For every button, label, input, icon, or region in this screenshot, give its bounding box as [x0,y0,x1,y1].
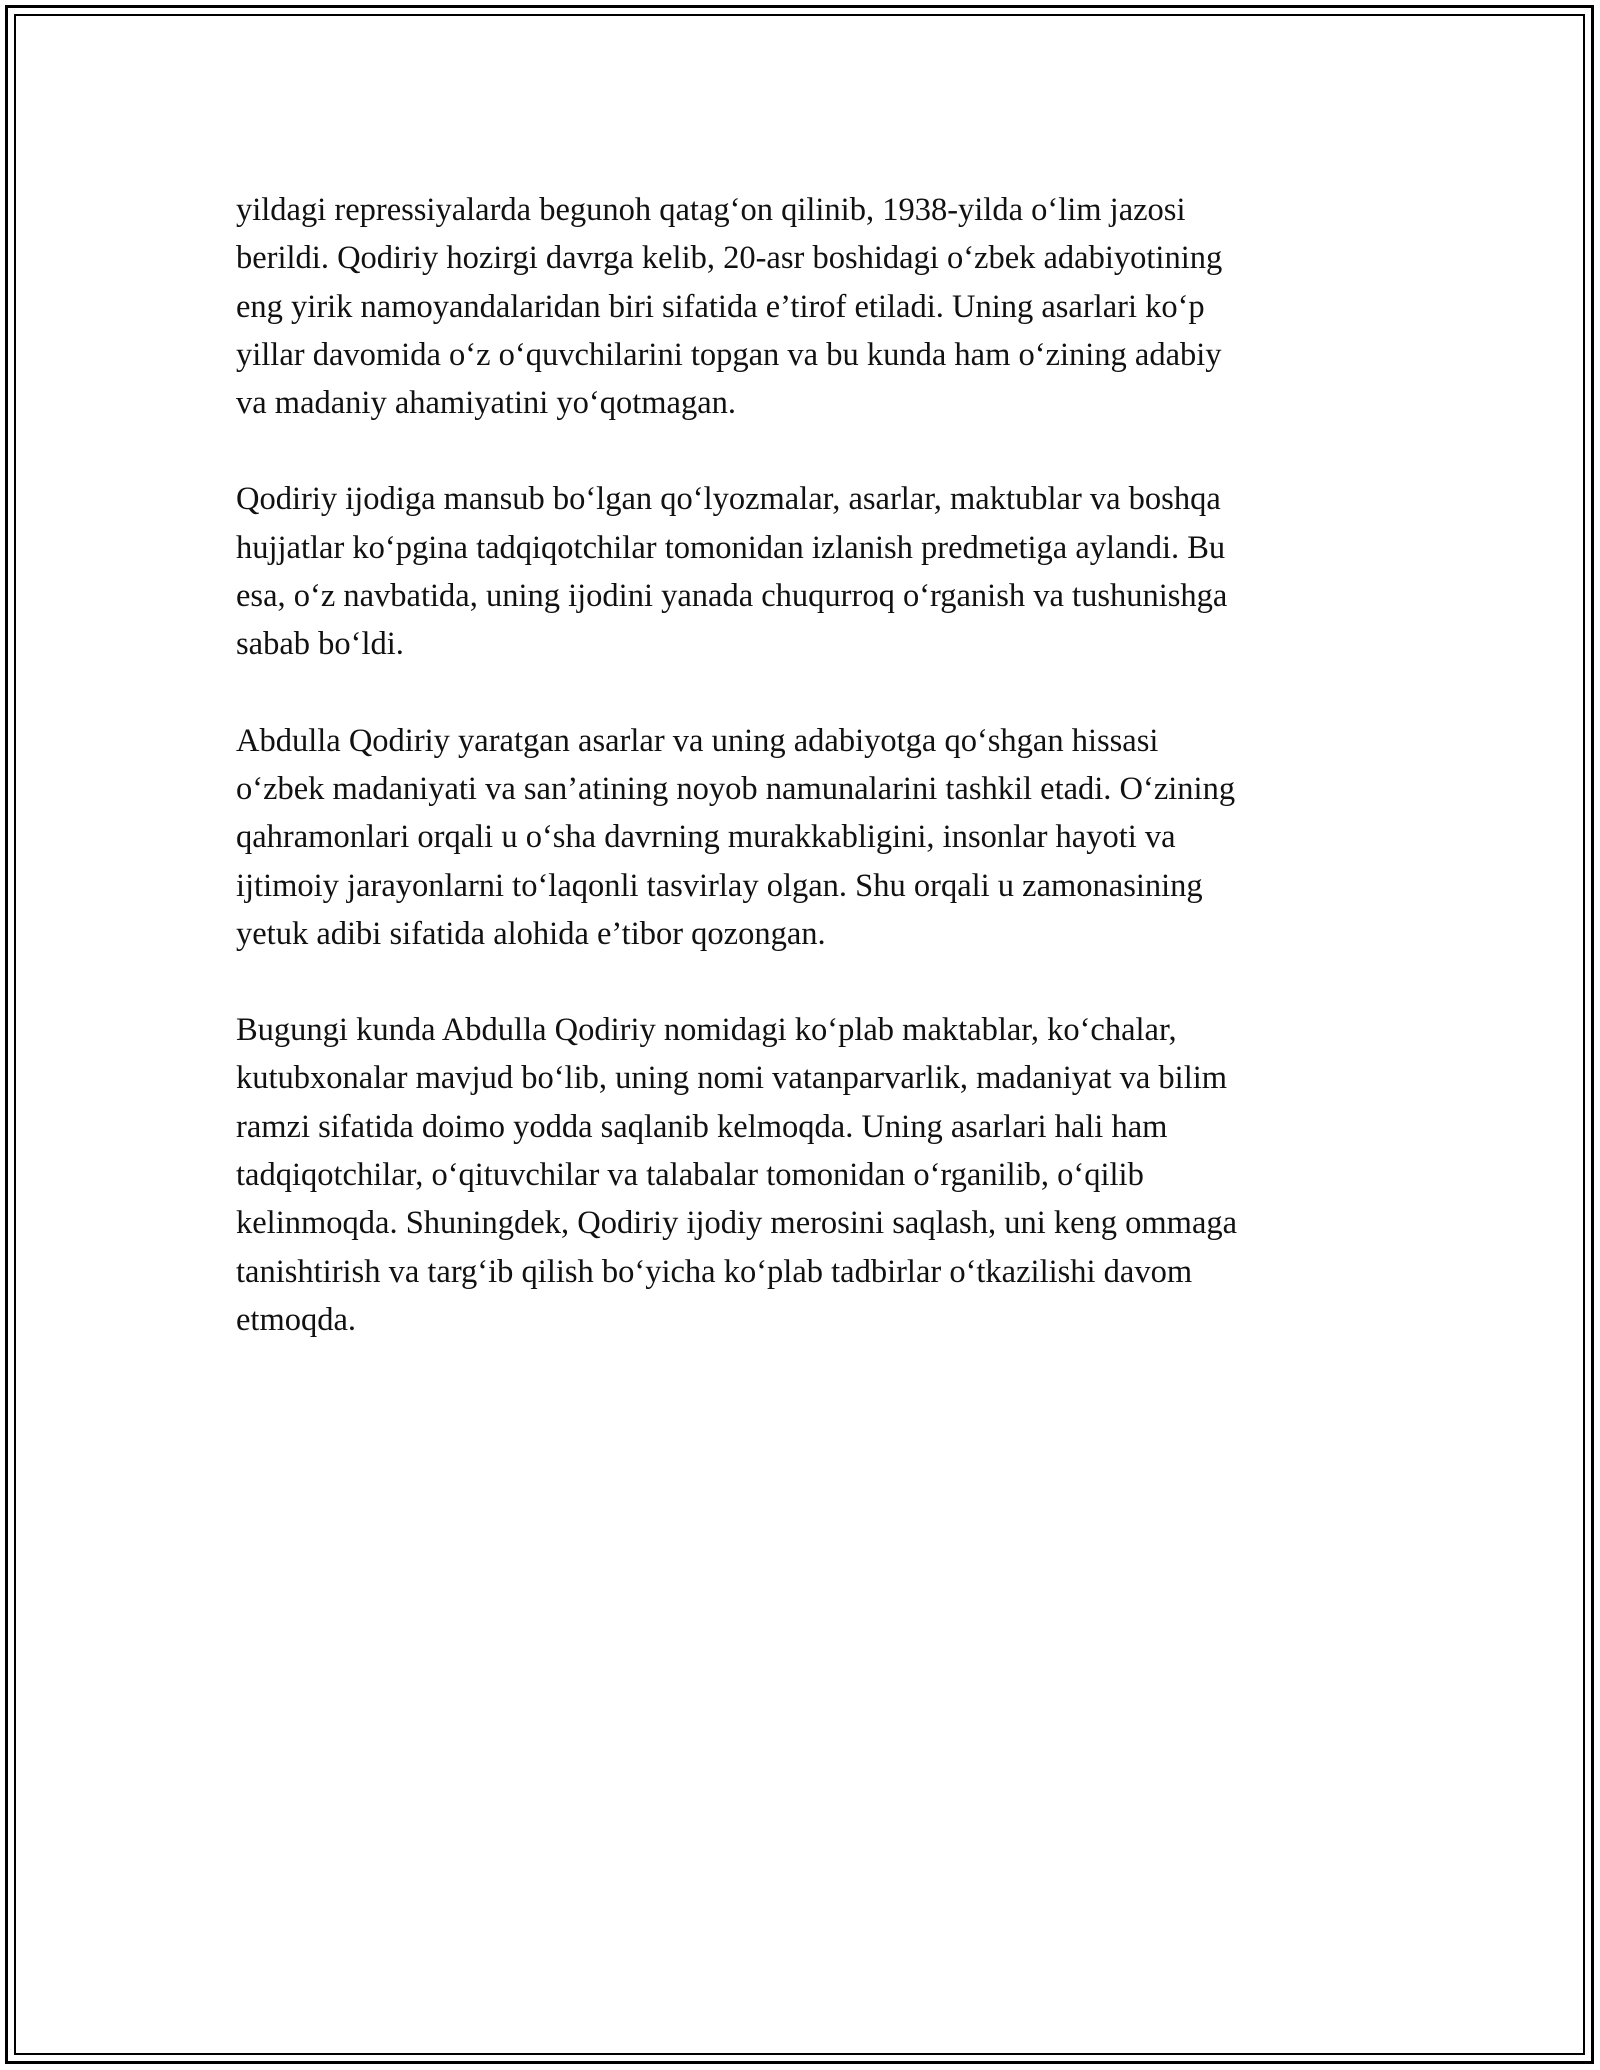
text-line: kelinmoqda. Shuningdek, Qodiriy ijodiy merosini saqlash, uni keng ommaga [236,1205,1238,1242]
text-line: yildagi repressiyalarda begunoh qatag‘on qilinib, 1938-yilda o‘lim jazosi [236,192,1186,228]
text-line: kutubxonalar mavjud bo‘lib, uning nomi vatanparvarlik, madaniyat va bilim [236,1060,1228,1097]
text-line: Abdulla Qodiriy yaratgan asarlar va uning adabiyotga qo‘shgan hissasi [236,722,1159,759]
text-line: tanishtirish va targ‘ib qilish bo‘yicha ko‘plab tadbirlar o‘tkazilishi davom [236,1253,1193,1290]
text-line: qahramonlari orqali u o‘sha davrning murakkabligini, insonlar hayoti va [236,819,1176,856]
text-line: esa, o‘z navbatida, uning ijodini yanada chuqurroq o‘rganish va tushunishga [236,578,1228,615]
paragraph-1 [236,186,1376,427]
text-line: ramzi sifatida doimo yodda saqlanib kelmoqda. Uning asarlari hali ham [236,1108,1168,1145]
text-line: ijtimoiy jarayonlarni to‘laqonli tasvirlay olgan. Shu orqali u zamonasining [236,867,1203,904]
paragraph-4 [236,1006,1376,1344]
text-line: va madaniy ahamiyatini yo‘qotmagan. [236,385,736,422]
text-line: etmoqda. [236,1301,357,1338]
text-line: yetuk adibi sifatida alohida e’tibor qozongan. [236,915,826,952]
text-line: Bugungi kunda Abdulla Qodiriy nomidagi ko‘plab maktablar, ko‘chalar, [236,1012,1177,1049]
text-line: berildi. Qodiriy hozirgi davrga kelib, 20-asr boshidagi o‘zbek adabiyotining [236,240,1223,277]
paragraph-2 [236,475,1376,668]
paragraph-3 [236,717,1376,958]
text-line: hujjatlar ko‘pgina tadqiqotchilar tomonidan izlanish predmetiga aylandi. Bu [236,529,1226,566]
text-line: o‘zbek madaniyati va san’atining noyob namunalarini tashkil etadi. O‘zining [236,770,1236,807]
text-line: Qodiriy ijodiga mansub bo‘lgan qo‘lyozmalar, asarlar, maktublar va boshqa [236,481,1221,518]
text-line: sabab bo‘ldi. [236,626,404,663]
text-line: eng yirik namoyandalaridan biri sifatida e’tirof etiladi. Uning asarlari ko‘p [236,288,1205,325]
text-line: tadqiqotchilar, o‘qituvchilar va talabalar tomonidan o‘rganilib, o‘qilib [236,1157,1144,1194]
text-line: yillar davomida o‘z o‘quvchilarini topgan va bu kunda ham o‘zining adabiy [236,336,1222,373]
document-body [236,186,1376,1392]
